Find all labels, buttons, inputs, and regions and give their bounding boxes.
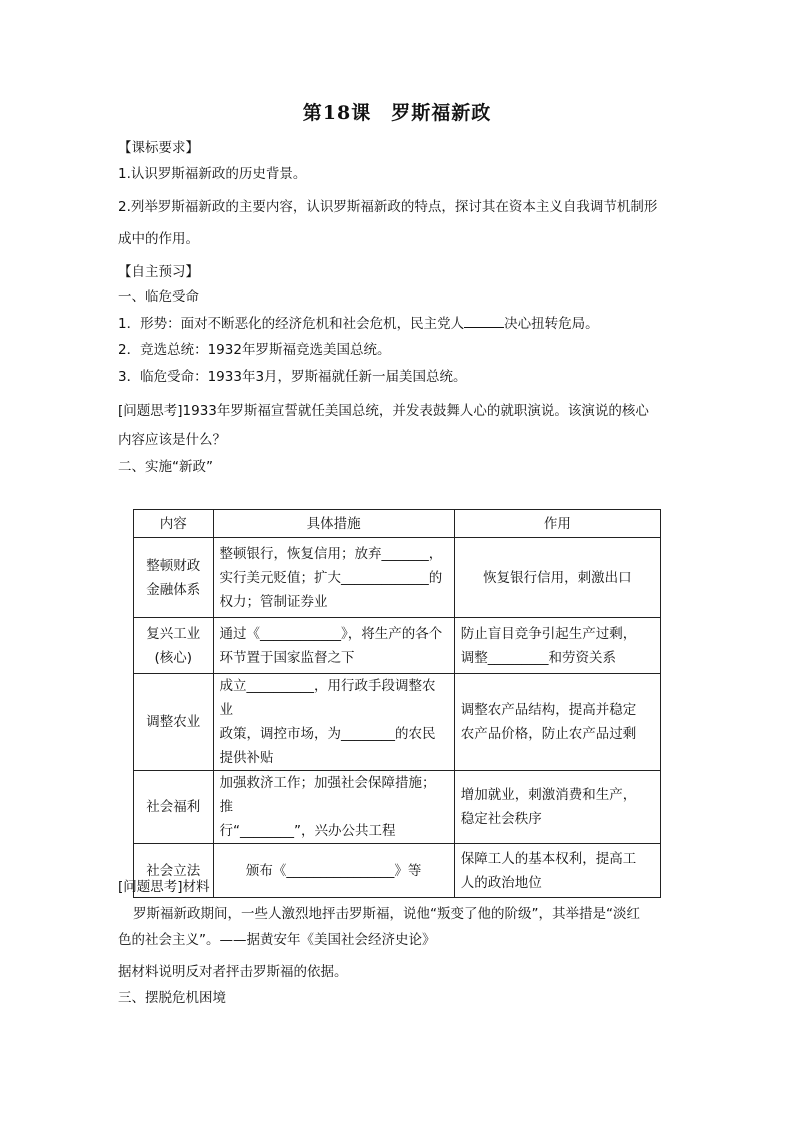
think-2-label: [问题思考]材料	[118, 879, 210, 895]
effect-line: 农产品价格，防止农产品过剩	[460, 726, 637, 742]
think-1-line-1: [问题思考]1933年罗斯福宣誓就任美国总统，并发表鼓舞人心的就职演说。该演说的核心	[118, 403, 649, 419]
row-welfare-topic: 社会福利	[134, 771, 214, 844]
topic-line: 金融体系	[146, 581, 201, 598]
measure-line: 行“________”，兴办公共工程	[219, 823, 396, 839]
section-1-item-2: 2．竞选总统：1932年罗斯福竞选美国总统。	[118, 342, 391, 358]
requirement-2-line-1: 2.列举罗斯福新政的主要内容，认识罗斯福新政的特点，探讨其在资本主义自我调节机制形	[118, 199, 658, 215]
think-2-question: 据材料说明反对者抨击罗斯福的依据。	[118, 964, 348, 980]
effect-line: 防止盲目竞争引起生产过剩，	[460, 625, 637, 642]
measure-line: 政策，调控市场，为________的农民	[219, 726, 436, 742]
requirement-2-line-2: 成中的作用。	[118, 231, 199, 247]
new-deal-table	[133, 509, 661, 898]
row-welfare-effect	[454, 771, 660, 844]
header-content: 内容	[134, 510, 214, 538]
item-1-text-before: 1．形势：面对不断恶化的经济危机和社会危机，民主党人	[118, 316, 465, 332]
measure-line: 权力；管制证券业	[219, 593, 328, 610]
row-agriculture-topic: 调整农业	[134, 674, 214, 771]
topic-line: 整顿财政	[146, 557, 201, 574]
row-agriculture-effect	[454, 674, 660, 771]
row-industry-topic	[134, 618, 214, 674]
measure-line: 成立__________，用行政手段调整农业	[219, 678, 436, 718]
measure-line: 整顿银行，恢复信用；放弃_______，	[219, 545, 443, 562]
table-row	[134, 771, 661, 844]
effect-line: 增加就业，刺激消费和生产，	[460, 787, 637, 803]
row-finance-effect: 恢复银行信用，刺激出口	[454, 538, 660, 618]
row-industry-measures	[213, 618, 454, 674]
row-legislation-measures: 颁布《________________》等	[213, 844, 454, 898]
row-agriculture-measures	[213, 674, 454, 771]
effect-line: 保障工人的基本权利，提高工	[460, 850, 637, 867]
row-legislation-effect	[454, 844, 660, 898]
item-1-text-after: 决心扭转危局。	[504, 316, 599, 332]
section-3-heading: 三、摆脱危机困境	[118, 990, 226, 1006]
row-legislation-topic: 社会立法	[134, 844, 214, 898]
requirements-heading: 【课标要求】	[118, 140, 199, 156]
measure-line: 环节置于国家监督之下	[219, 649, 355, 666]
section-1-heading: 一、临危受命	[118, 289, 199, 305]
table-row	[134, 538, 661, 618]
header-measures: 具体措施	[213, 510, 454, 538]
effect-line: 调整_________和劳资关系	[460, 649, 617, 666]
header-effect: 作用	[454, 510, 660, 538]
think-1-line-2: 内容应该是什么？	[118, 432, 226, 448]
measure-line: 加强救济工作；加强社会保障措施；推	[219, 775, 436, 815]
effect-line: 人的政治地位	[460, 874, 542, 891]
material-line-1: 罗斯福新政期间，一些人激烈地抨击罗斯福，说他“叛变了他的阶级”，其举措是“淡红	[133, 906, 640, 922]
table-row	[134, 844, 661, 898]
row-industry-effect	[454, 618, 660, 674]
topic-line: (核心)	[154, 649, 193, 666]
fill-blank[interactable]	[464, 313, 504, 328]
measure-line: 通过《____________》，将生产的各个	[219, 625, 443, 642]
requirement-1: 1.认识罗斯福新政的历史背景。	[118, 166, 307, 182]
row-welfare-measures	[213, 771, 454, 844]
topic-line: 复兴工业	[146, 625, 201, 642]
section-1-item-3: 3．临危受命：1933年3月，罗斯福就任新一届美国总统。	[118, 369, 467, 385]
preview-heading: 【自主预习】	[118, 264, 199, 280]
table-row	[134, 674, 661, 771]
measure-line: 提供补贴	[219, 750, 274, 766]
table-row	[134, 618, 661, 674]
row-finance-measures	[213, 538, 454, 618]
table-header-row	[134, 510, 661, 538]
section-2-heading: 二、实施“新政”	[118, 459, 213, 475]
section-1-item-1	[118, 313, 599, 334]
measure-line: 实行美元贬值；扩大_____________的	[219, 569, 443, 586]
material-line-2: 色的社会主义”。——据黄安年《美国社会经济史论》	[118, 932, 436, 948]
effect-line: 调整农产品结构，提高并稳定	[460, 702, 637, 718]
page-title: 第18课 罗斯福新政	[302, 102, 492, 124]
effect-line: 稳定社会秩序	[460, 811, 542, 827]
row-finance-topic	[134, 538, 214, 618]
